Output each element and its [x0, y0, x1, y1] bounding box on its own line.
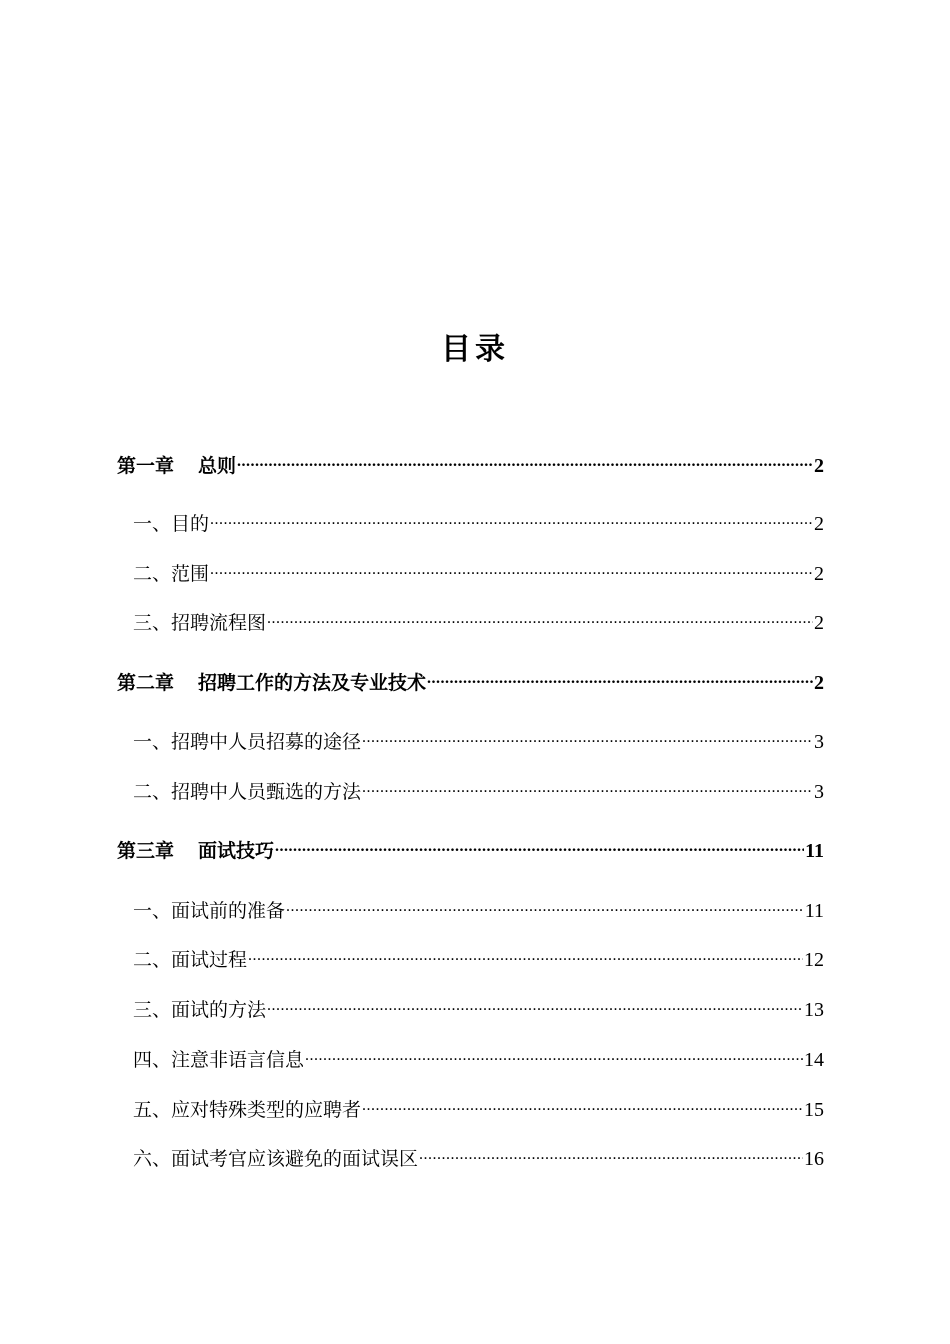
dot-leader	[362, 774, 813, 798]
toc-chapter-label	[117, 671, 426, 695]
chapter-title: 招聘工作的方法及专业技术	[198, 672, 427, 694]
toc-page-number: 2	[814, 612, 824, 634]
toc-section-label: 一、招聘中人员招募的途径	[133, 731, 362, 753]
toc-page-number: 16	[804, 1148, 824, 1170]
chapter-number: 第一章	[117, 455, 175, 477]
chapter-number: 第三章	[117, 840, 175, 862]
toc-page-number: 2	[814, 513, 824, 535]
toc-section-3-5[interactable]	[117, 1092, 824, 1121]
toc-section-3-2[interactable]	[117, 942, 824, 971]
toc-page-number: 3	[814, 731, 824, 753]
toc-section-3-6[interactable]	[117, 1141, 824, 1170]
toc-section-label: 四、注意非语言信息	[133, 1049, 305, 1071]
dot-leader	[362, 1092, 803, 1116]
toc-chapter-2[interactable]	[117, 665, 824, 694]
dot-leader	[362, 724, 813, 748]
toc-section-1-1[interactable]	[117, 506, 824, 535]
toc-page-number: 2	[814, 672, 824, 694]
toc-page-number: 3	[814, 781, 824, 803]
dot-leader	[267, 992, 803, 1016]
dot-leader	[286, 893, 804, 917]
toc-section-label: 六、面试考官应该避免的面试误区	[133, 1148, 419, 1170]
chapter-title: 面试技巧	[198, 840, 275, 862]
dot-leader	[237, 448, 813, 472]
toc-chapter-label	[117, 839, 274, 863]
toc-page-number: 2	[814, 563, 824, 585]
toc-section-3-4[interactable]	[117, 1042, 824, 1071]
chapter-title: 总则	[198, 455, 237, 477]
toc-page-number: 15	[804, 1099, 824, 1121]
dot-leader	[248, 942, 803, 966]
toc-section-label: 二、招聘中人员甄选的方法	[133, 781, 362, 803]
toc-section-label: 五、应对特殊类型的应聘者	[133, 1099, 362, 1121]
toc-section-label: 一、面试前的准备	[133, 900, 286, 922]
toc-page-number: 14	[804, 1049, 824, 1071]
toc-page-number: 13	[804, 999, 824, 1021]
toc-section-3-1[interactable]	[117, 893, 824, 922]
dot-leader	[210, 506, 813, 530]
toc-section-label: 三、面试的方法	[133, 999, 267, 1021]
toc-chapter-1[interactable]	[117, 448, 824, 477]
toc-section-label: 三、招聘流程图	[133, 612, 267, 634]
toc-section-1-2[interactable]	[117, 556, 824, 585]
toc-chapter-3[interactable]	[117, 833, 824, 862]
toc-page-number: 12	[804, 949, 824, 971]
dot-leader	[305, 1042, 803, 1066]
toc-section-2-2[interactable]	[117, 774, 824, 803]
toc-section-3-3[interactable]	[117, 992, 824, 1021]
toc-page-number: 2	[814, 455, 824, 477]
dot-leader	[275, 833, 804, 857]
dot-leader	[419, 1141, 803, 1165]
dot-leader	[267, 605, 813, 629]
toc-chapter-label	[117, 454, 236, 478]
chapter-number: 第二章	[117, 672, 175, 694]
dot-leader	[210, 556, 813, 580]
toc-section-label: 二、范围	[133, 563, 210, 585]
toc-section-label: 一、目的	[133, 513, 210, 535]
toc-section-1-3[interactable]	[117, 605, 824, 634]
toc-page-number: 11	[804, 900, 824, 922]
dot-leader	[427, 665, 813, 689]
toc-page-number: 11	[805, 840, 824, 862]
toc-section-2-1[interactable]	[117, 724, 824, 753]
toc-section-label: 二、面试过程	[133, 949, 248, 971]
toc-title: 目录	[441, 332, 509, 367]
